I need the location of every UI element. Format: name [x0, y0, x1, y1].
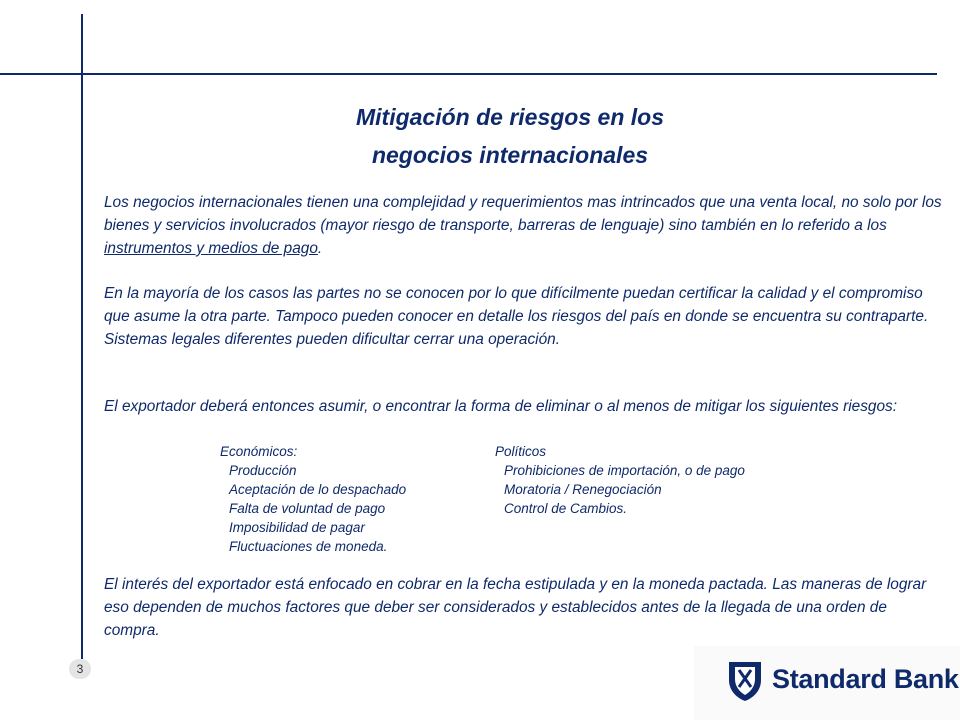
- economic-risks-list: [220, 442, 406, 556]
- brand-logo-text: Standard Bank: [772, 664, 959, 694]
- paragraph-intro-text: Los negocios internacionales tienen una complejidad y requerimientos mas intrincados que una venta local, no solo por los bienes y servicios involucrados (mayor riesgo de transporte, barreras de lenguaje) sino también en lo referido a los: [104, 194, 942, 234]
- shield-icon: [727, 660, 763, 702]
- list-item: Fluctuaciones de moneda.: [229, 539, 388, 554]
- political-risks-list: [495, 442, 745, 518]
- political-risks-heading: Políticos: [495, 444, 547, 459]
- paragraph-intro-end: .: [317, 240, 323, 257]
- vertical-divider: [81, 14, 83, 659]
- list-item: Falta de voluntad de pago: [229, 501, 386, 516]
- list-item: Prohibiciones de importación, o de pago: [504, 463, 745, 478]
- list-item: Producción: [229, 463, 297, 478]
- list-item: Imposibilidad de pagar: [229, 520, 365, 535]
- title-line-2: negocios internacionales: [371, 142, 649, 168]
- page-title: [180, 98, 840, 174]
- payment-instruments-link: instrumentos y medios de pago: [104, 240, 318, 257]
- economic-risks-heading: Económicos:: [220, 444, 298, 459]
- paragraph-parties: En la mayoría de los casos las partes no se conocen por lo que difícilmente puedan certificar la calidad y el compromiso que asume la otra parte. Tampoco pueden conocer en detalle los riesgos del país en donde se encuentra su contraparte. Sistemas legales diferentes pueden dificultar cerrar una operación.: [104, 285, 929, 348]
- paragraph-risks-intro: El exportador deberá entonces asumir, o encontrar la forma de eliminar o al menos de mitigar los siguientes riesgos:: [104, 398, 898, 415]
- paragraph-intro: [104, 191, 949, 260]
- horizontal-divider: [0, 73, 937, 75]
- title-line-1: Mitigación de riesgos en los: [355, 104, 664, 130]
- page-number: 3: [69, 659, 91, 679]
- list-item: Aceptación de lo despachado: [229, 482, 407, 497]
- list-item: Control de Cambios.: [504, 501, 628, 516]
- paragraph-conclusion: El interés del exportador está enfocado en cobrar en la fecha estipulada y en la moneda pactada. Las maneras de lograr eso dependen de muchos factores que deber ser considerados y establecidos antes de la llegada de una orden de compra.: [104, 576, 927, 639]
- list-item: Moratoria / Renegociación: [504, 482, 662, 497]
